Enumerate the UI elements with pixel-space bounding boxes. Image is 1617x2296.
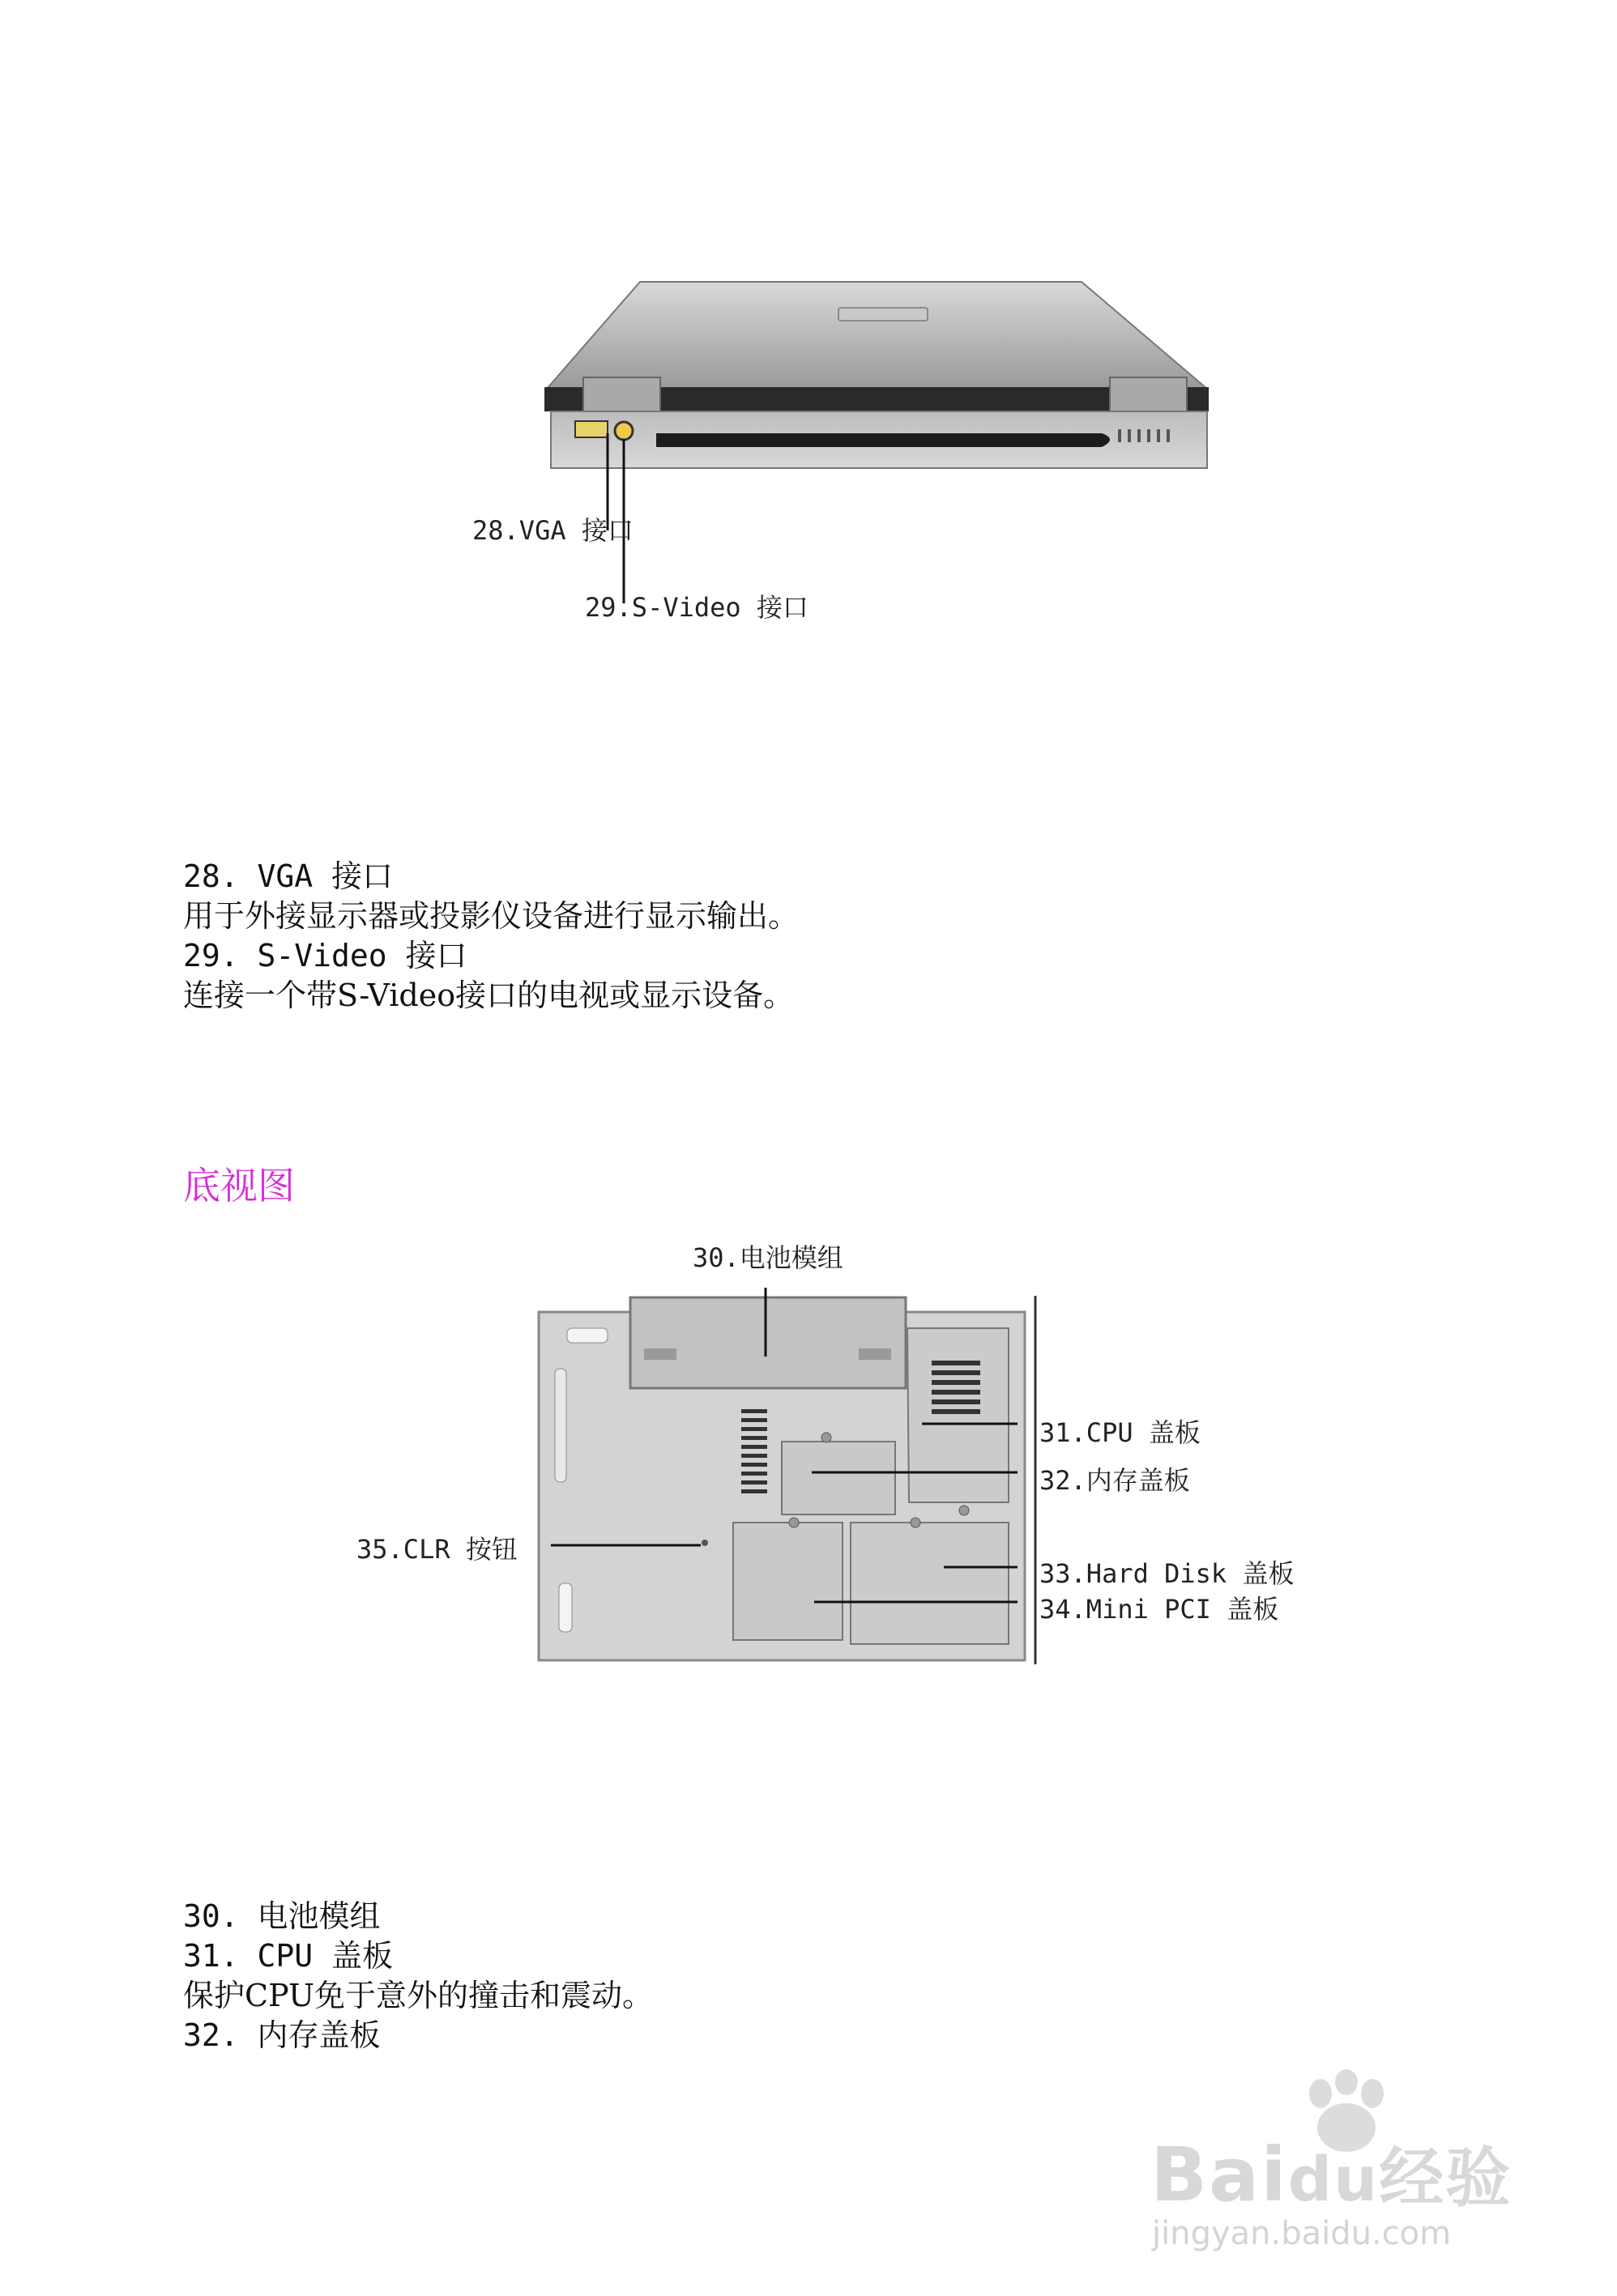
callout-clr-button: 35.CLR 按钮: [356, 1534, 518, 1565]
laptop-bottom-figure: [535, 1280, 1053, 1668]
callout-battery-module: 30.电池模组: [693, 1242, 843, 1273]
item-28-title: 28. VGA 接口: [183, 858, 394, 894]
callout-mini-pci-cover: 34.Mini PCI 盖板: [1039, 1594, 1279, 1625]
watermark-url: jingyan.baidu.com: [1152, 2215, 1452, 2252]
item-29-title: 29. S-Video 接口: [183, 938, 467, 973]
baidu-watermark: [1150, 2069, 1572, 2256]
item-31-title: 31. CPU 盖板: [183, 1938, 394, 1974]
brand-du: du: [1287, 2143, 1380, 2215]
laptop-rear-figure: [518, 267, 1280, 640]
item-31-description: 保护CPU免于意外的撞击和震动。: [183, 1978, 654, 2013]
callout-memory-cover: 32.内存盖板: [1039, 1465, 1190, 1496]
item-28-description: 用于外接显示器或投影仪设备进行显示输出。: [183, 898, 800, 934]
callout-vga-port: 28.VGA 接口: [472, 515, 634, 546]
brand-latin: Bai: [1150, 2132, 1288, 2218]
callout-svideo-port: 29.S-Video 接口: [585, 592, 808, 623]
item-29-description: 连接一个带S-Video接口的电视或显示设备。: [183, 978, 795, 1013]
item-30-title: 30. 电池模组: [183, 1898, 381, 1934]
laptop-bottom-illustration: [535, 1280, 1053, 1668]
callout-hard-disk-cover: 33.Hard Disk 盖板: [1039, 1558, 1295, 1589]
callout-cpu-cover: 31.CPU 盖板: [1039, 1417, 1201, 1448]
laptop-rear-illustration: [518, 267, 1280, 640]
item-32-title: 32. 内存盖板: [183, 2017, 381, 2053]
section-heading-bottom-view: 底视图: [183, 1164, 295, 1208]
baidu-brand-mark: [1150, 2126, 1512, 2219]
brand-cn: 经验: [1379, 2141, 1512, 2216]
